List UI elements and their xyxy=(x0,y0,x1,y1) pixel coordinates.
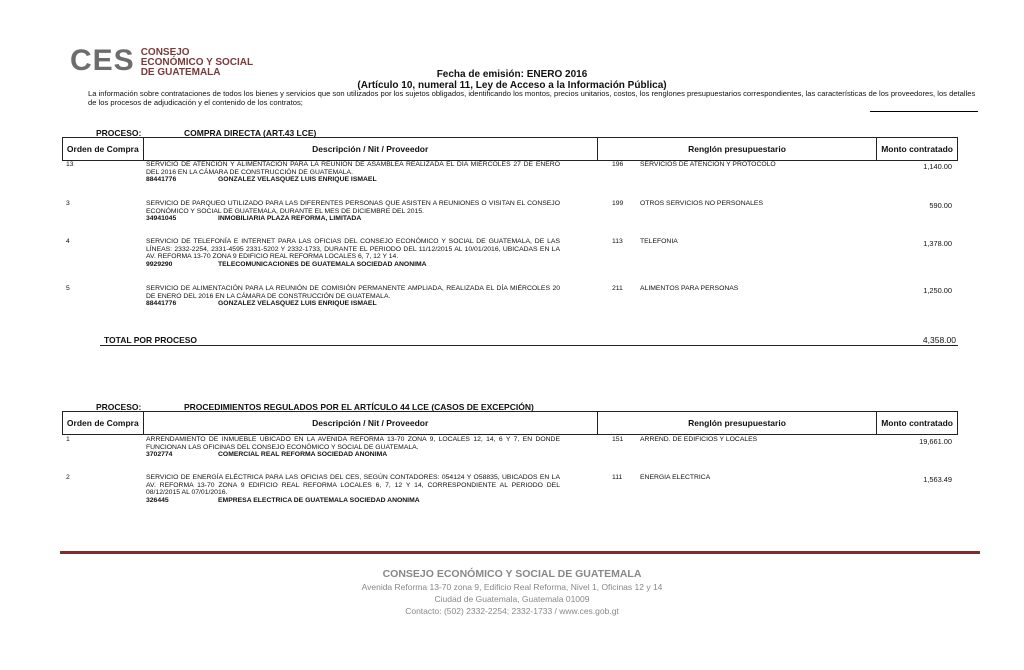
renglon-name: ARREND. DE EDIFICIOS Y LOCALES xyxy=(640,436,758,443)
renglon-name: ALIMENTOS PARA PERSONAS xyxy=(640,285,739,292)
footer-city: Ciudad de Guatemala, Guatemala 01009 xyxy=(434,594,590,604)
renglon-name: TELEFONIA xyxy=(640,238,678,245)
col-orden: Orden de Compra xyxy=(63,412,144,435)
table-row xyxy=(146,474,560,504)
section1-label: PROCESO: xyxy=(96,128,142,138)
renglon-name: SERVICIOS DE ATENCION Y PROTOCOLO xyxy=(640,161,776,168)
row-amount: 590.00 xyxy=(929,201,952,210)
renglon-code: 211 xyxy=(612,285,623,292)
row-provider-name: TELECOMUNICACIONES DE GUATEMALA SOCIEDAD ANONIMA xyxy=(218,260,427,268)
footer-divider xyxy=(60,551,980,554)
col-orden: Orden de Compra xyxy=(63,138,144,161)
row-amount: 19,661.00 xyxy=(919,437,952,446)
row-provider-name: COMERCIAL REAL REFORMA SOCIEDAD ANONIMA xyxy=(218,451,388,459)
col-renglon: Renglón presupuestario xyxy=(597,138,876,161)
section1-name: COMPRA DIRECTA (ART.43 LCE) xyxy=(184,128,317,138)
renglon-code: 196 xyxy=(612,161,624,168)
order-number: 13 xyxy=(66,161,74,168)
table-row xyxy=(146,200,560,223)
renglon-code: 199 xyxy=(612,200,624,207)
row-amount: 1,250.00 xyxy=(923,286,952,295)
section2-name: PROCEDIMIENTOS REGULADOS POR EL ARTÍCULO 44 LCE (CASOS DE EXCEPCIÓN) xyxy=(184,402,534,412)
emission-date: Fecha de emisión: ENERO 2016 xyxy=(436,69,588,80)
col-monto: Monto contratado xyxy=(877,412,958,435)
logo-abbr: CES xyxy=(70,44,135,77)
col-renglon: Renglón presupuestario xyxy=(597,412,876,435)
section2-table-header xyxy=(62,411,958,435)
table-row xyxy=(146,238,560,268)
renglon-name: ENERGIA ELECTRICA xyxy=(640,474,711,481)
order-number: 4 xyxy=(66,238,70,245)
row-description: SERVICIO DE TELEFONÍA E INTERNET PARA LAS OFICIAS DEL CONSEJO ECONÓMICO Y SOCIAL DE GUATEMALA, DE LAS LÍNEAS: 2332-2254, 2331-4595 2331-5202 Y 2332-1733, DURANTE EL PERIODO DEL 11/12/2015 AL 10/01/2016, UBICADAS EN LA AV. REFORMA 13-70 ZONA 9 EDIFICIO REAL REFORMA LOCALES 6, 7, 12 Y 14. xyxy=(146,238,560,261)
table-row xyxy=(146,436,560,459)
row-provider xyxy=(146,261,560,269)
col-descripcion: Descripción / Nit / Proveedor xyxy=(143,138,597,161)
row-nit: 326445 xyxy=(146,496,169,504)
total-value: 4,358.00 xyxy=(922,335,956,345)
row-provider-name: EMPRESA ELECTRICA DE GUATEMALA SOCIEDAD ANONIMA xyxy=(218,496,420,504)
row-description: SERVICIO DE ALIMENTACIÓN PARA LA REUNIÓN DE COMISIÓN PERMANENTE AMPLIADA, REALIZADA EL DÍA MIÉRCOLES 20 DE ENERO DEL 2016 EN LA CÁMARA DE CONSTRUCCIÓN DE GUATEMALA. xyxy=(146,285,560,300)
row-description: SERVICIO DE ENERGÍA ELÉCTRICA PARA LAS OFICIAS DEL CES, SEGÚN CONTADORES: 054124 Y O58835, UBICADOS EN LA AV. REFORMA 13-70 ZONA 9 EDIFICIO REAL REFORMA LOCALES 6, 7, 12 Y 14, CORRESPONDIENTE AL PERIODO DEL 08/12/2015 AL 07/01/2016. xyxy=(146,474,560,497)
row-nit: 3702774 xyxy=(146,451,173,459)
renglon-code: 111 xyxy=(612,474,623,481)
row-provider xyxy=(146,215,560,223)
row-description: SERVICIO DE ATENCIÓN Y ALIMENTACIÓN PARA LA REUNIÓN DE ASAMBLEA REALIZADA EL DÍA MIÉRCOLES 27 DE ENERO DEL 2016 EN LA CÁMARA DE CONSTRUCCIÓN DE GUATEMALA. xyxy=(146,161,560,176)
row-provider-name: GONZALEZ VELASQUEZ LUIS ENRIQUE ISMAEL xyxy=(218,176,377,184)
row-provider xyxy=(146,451,560,459)
intro-text: La información sobre contrataciones de todos los bienes y servicios que son utilizados por los sujetos obligados, identificando los montos, precios unitarios, costos, los renglones presupuestarios correspondientes, las características de los proveedores, los detalles de los procesos de adjudicación y el contenido de los contratos; xyxy=(88,89,976,107)
section2-label: PROCESO: xyxy=(96,402,142,412)
logo-line-3: DE GUATEMALA xyxy=(140,67,221,78)
total-label: TOTAL POR PROCESO xyxy=(104,335,198,345)
row-amount: 1,563.49 xyxy=(923,475,952,484)
row-description: SERVICIO DE PARQUEO UTILIZADO PARA LAS DIFERENTES PERSONAS QUE ASISTEN A REUNIONES O VISITAN EL CONSEJO ECONÓMICO Y SOCIAL DE GUATEMALA, DURANTE EL MES DE DICIEMBRE DEL 2015. xyxy=(146,200,560,215)
renglon-code: 151 xyxy=(612,436,624,443)
row-provider-name: GONZALEZ VELASQUEZ LUIS ENRIQUE ISMAEL xyxy=(218,300,377,308)
row-nit: 88441776 xyxy=(146,300,177,308)
order-number: 2 xyxy=(66,474,70,481)
intro-underline xyxy=(870,111,978,112)
col-monto: Monto contratado xyxy=(877,138,958,161)
section1-table-header xyxy=(62,137,958,161)
row-provider xyxy=(146,497,560,505)
row-nit: 9929290 xyxy=(146,260,173,268)
logo-line-2: ECONÓMICO Y SOCIAL xyxy=(140,57,254,68)
row-amount: 1,378.00 xyxy=(923,239,952,248)
order-number: 3 xyxy=(66,200,70,207)
row-provider xyxy=(146,176,560,184)
row-nit: 34941045 xyxy=(146,215,177,223)
footer-address: Avenida Reforma 13-70 zona 9, Edificio Real Reforma, Nivel 1, Oficinas 12 y 14 xyxy=(361,582,663,592)
order-number: 1 xyxy=(66,436,70,443)
logo-line-1: CONSEJO xyxy=(140,47,190,58)
row-provider-name: INMOBILIARIA PLAZA REFORMA, LIMITADA xyxy=(218,215,362,223)
renglon-code: 113 xyxy=(612,238,623,245)
col-descripcion: Descripción / Nit / Proveedor xyxy=(143,412,597,435)
renglon-name: OTROS SERVICIOS NO PERSONALES xyxy=(640,200,764,207)
table-row xyxy=(146,161,560,184)
footer-org: CONSEJO ECONÓMICO Y SOCIAL DE GUATEMALA xyxy=(382,568,642,580)
row-amount: 1,140.00 xyxy=(923,162,952,171)
row-provider xyxy=(146,300,560,308)
total-divider xyxy=(100,345,958,346)
row-description: ARRENDAMIENTO DE INMUEBLE UBICADO EN LA AVENIDA REFORMA 13-70 ZONA 9, LOCALES 12, 14, 6 Y 7, EN DONDE FUNCIONAN LAS OFICINAS DEL CONSEJO ECONÓMICO Y SOCIAL DE GUATEMALA. xyxy=(146,436,560,451)
table-row xyxy=(146,285,560,308)
footer-contact: Contacto: (502) 2332-2254; 2332-1733 / www.ces.gob.gt xyxy=(405,606,619,616)
law-article: (Artículo 10, numeral 11, Ley de Acceso a la Información Pública) xyxy=(357,80,667,91)
row-nit: 88441776 xyxy=(146,176,177,184)
order-number: 5 xyxy=(66,285,70,292)
